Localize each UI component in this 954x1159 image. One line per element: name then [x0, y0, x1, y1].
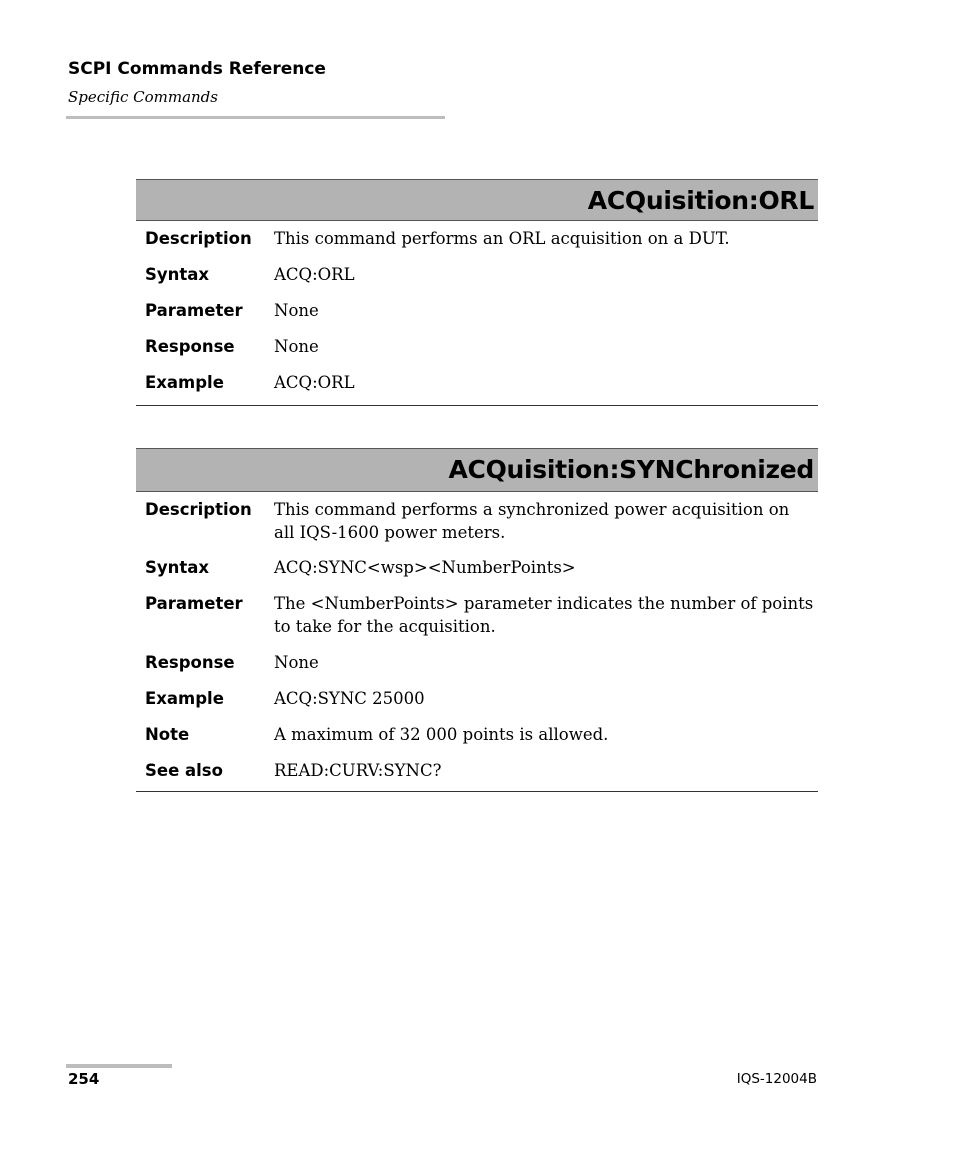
row-value-response: None	[274, 653, 319, 672]
row-label-description: Description	[145, 229, 252, 248]
row-value-parameter: None	[274, 301, 319, 320]
table-row	[136, 227, 818, 263]
table-row	[136, 687, 818, 723]
row-value-description: This command performs an ORL acquisition on a DUT.	[274, 229, 730, 248]
row-value-see-also: READ:CURV:SYNC?	[274, 761, 442, 780]
row-label-response: Response	[145, 337, 235, 356]
row-value-example: ACQ:ORL	[274, 373, 355, 392]
row-label-note: Note	[145, 725, 190, 744]
row-label-response: Response	[145, 653, 235, 672]
table-row	[136, 299, 818, 335]
table-row	[136, 592, 818, 651]
command-block-acq-orl	[136, 179, 818, 406]
row-label-example: Example	[145, 373, 224, 392]
table-row	[136, 371, 818, 399]
command-table	[136, 221, 818, 406]
section-title: SCPI Commands Reference	[68, 59, 326, 79]
table-row	[136, 498, 818, 556]
row-value-parameter: The <NumberPoints> parameter indicates the number of points to take for the acquisition.	[274, 594, 814, 636]
footer-divider	[66, 1064, 172, 1068]
table-row	[136, 759, 818, 785]
command-block-acq-sync	[136, 448, 818, 792]
page-number: 254	[68, 1070, 100, 1088]
row-label-example: Example	[145, 689, 224, 708]
document-id: IQS-12004B	[736, 1071, 817, 1087]
command-title-bar	[136, 179, 818, 221]
section-subtitle: Specific Commands	[68, 88, 218, 106]
table-row	[136, 556, 818, 592]
command-title: ACQuisition:ORL	[587, 186, 814, 215]
row-value-description: This command performs a synchronized power acquisition on all IQS-1600 power meters.	[274, 500, 790, 542]
row-label-parameter: Parameter	[145, 301, 243, 320]
table-row	[136, 335, 818, 371]
command-title-bar	[136, 448, 818, 492]
table-row	[136, 723, 818, 759]
row-label-syntax: Syntax	[145, 558, 210, 577]
command-title: ACQuisition:SYNChronized	[448, 455, 814, 484]
row-value-response: None	[274, 337, 319, 356]
row-label-parameter: Parameter	[145, 594, 243, 613]
row-value-syntax: ACQ:SYNC<wsp><NumberPoints>	[274, 558, 576, 577]
table-row	[136, 651, 818, 687]
row-value-note: A maximum of 32 000 points is allowed.	[274, 725, 609, 744]
row-label-see-also: See also	[145, 761, 223, 780]
table-row	[136, 263, 818, 299]
row-label-syntax: Syntax	[145, 265, 210, 284]
row-value-syntax: ACQ:ORL	[274, 265, 355, 284]
row-label-description: Description	[145, 500, 252, 519]
command-table	[136, 492, 818, 792]
row-value-example: ACQ:SYNC 25000	[274, 689, 425, 708]
header-divider	[66, 116, 445, 119]
